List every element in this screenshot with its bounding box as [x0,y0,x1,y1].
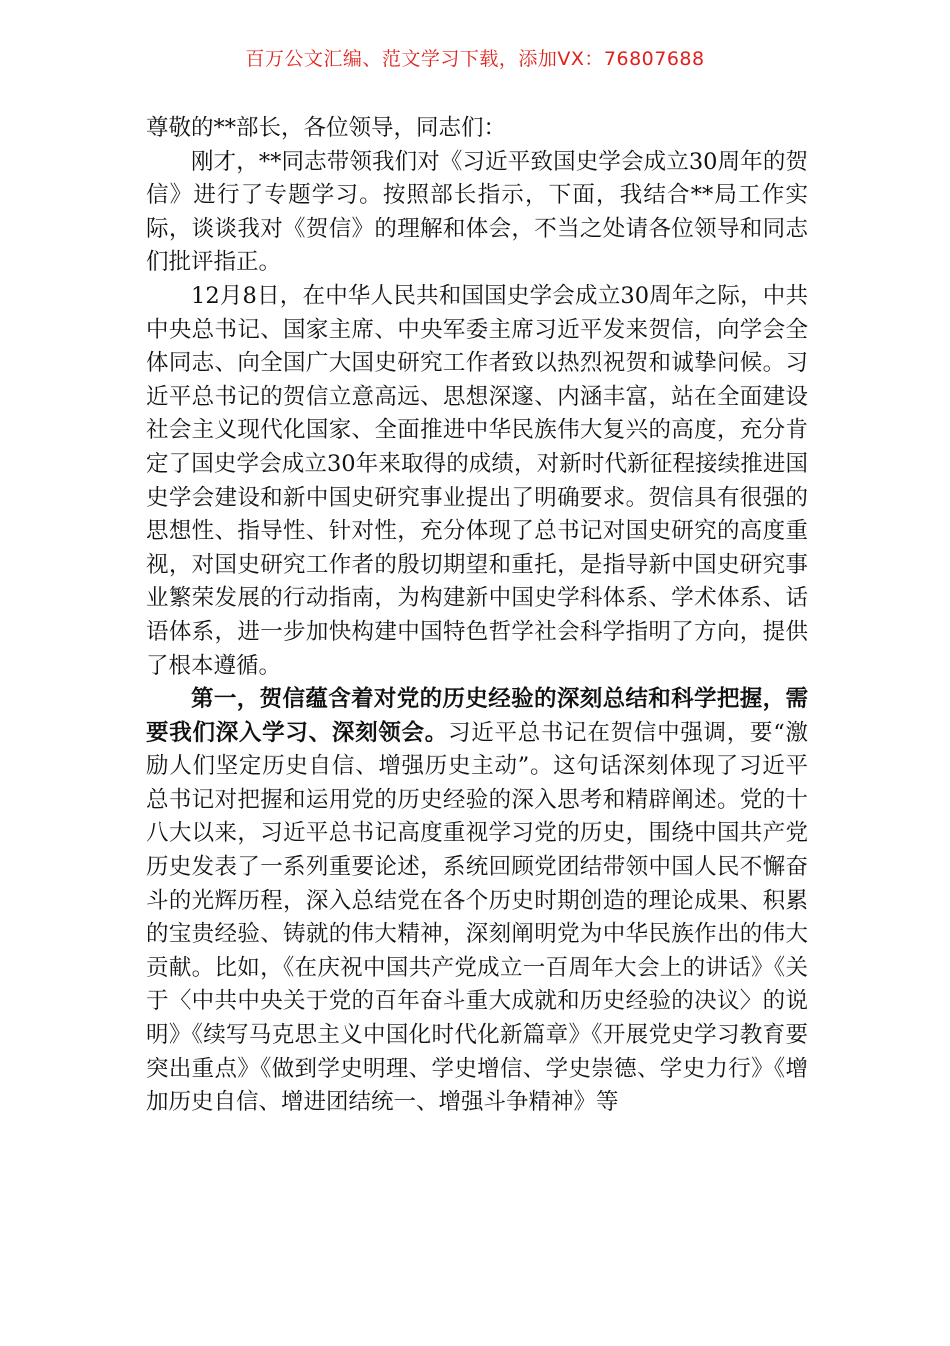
paragraph-text: 12月8日，在中华人民共和国国史学会成立30周年之际，中共中央总书记、国家主席、中央军委主席习近平发来贺信，向学会全体同志、向全国广大国史研究工作者致以热烈祝贺和诚挚问候。习近平总书记的贺信立意高远、思想深邃、内涵丰富，站在全面建设社会主义现代化国家、全面推进中华民族伟大复兴的高度，充分肯定了国史学会成立30年来取得的成绩，对新时代新征程接续推进国史学会建设和新中国史研究事业提出了明确要求。贺信具有很强的思想性、指导性、针对性，充分体现了总书记对国史研究的高度重视，对国史研究工作者的殷切期望和重托，是指导新中国史研究事业繁荣发展的行动指南，为构建新中国史学科体系、学术体系、话语体系，进一步加快构建中国特色哲学社会科学指明了方向，提供了根本遵循。 [146,282,808,679]
header-watermark: 百万公文汇编、范文学习下载，添加VX：76807688 [245,48,705,70]
speech-body [146,112,808,1120]
salutation: 尊敬的**部长，各位领导，同志们： [146,115,507,141]
paragraph-point-one [146,683,808,1120]
paragraph-intro [146,146,808,280]
paragraph-text: 习近平总书记在贺信中强调，要“激励人们坚定历史自信、增强历史主动”。这句话深刻体现了习近平总书记对把握和运用党的历史经验的深入思考和精辟阐述。党的十八大以来，习近平总书记高度重视学习党的历史，围绕中国共产党历史发表了一系列重要论述，系统回顾党团结带领中国人民不懈奋斗的光辉历程，深入总结党在各个历史时期创造的理论成果、积累的宝贵经验、铸就的伟大精神，深刻阐明党为中华民族作出的伟大贡献。比如，《在庆祝中国共产党成立一百周年大会上的讲话》《关于〈中共中央关于党的百年奋斗重大成就和历史经验的决议〉的说明》《续写马克思主义中国化时代化新篇章》《开展党史学习教育要突出重点》《做到学史明理、学史增信、学史崇德、学史力行》《增加历史自信、增进团结统一、增强斗争精神》等 [146,719,808,1116]
paragraph-bold-lead: 第一，贺信蕴含着对党的历史经验的深刻总结和科学把握，需要我们深入学习、深刻领会。 [146,686,808,746]
paragraph-text: 刚才，**同志带领我们对《习近平致国史学会成立30周年的贺信》进行了专题学习。按照部长指示，下面，我结合**局工作实际，谈谈我对《贺信》的理解和体会，不当之处请各位领导和同志们批评指正。 [146,148,808,276]
paragraph-background [146,280,808,683]
